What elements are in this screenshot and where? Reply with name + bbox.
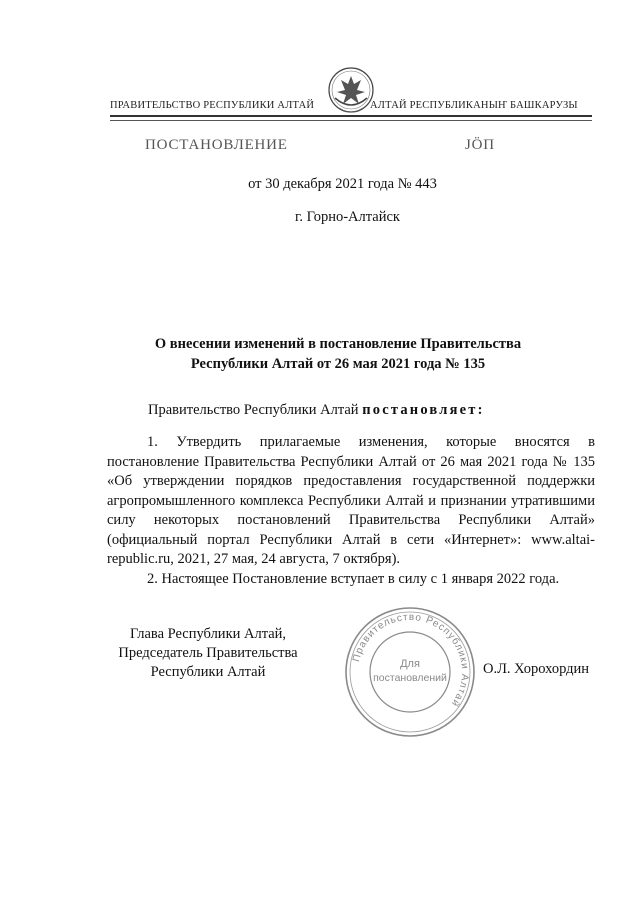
paragraph-1: 1. Утвердить прилагаемые изменения, которые вносятся в постановление Правительства Республики Алтай от 26 мая 2021 года № 135 «Об утверждении порядков предоставления государственной поддержки агропромышленного комплекса Республики Алтай и признании утратившими силу некоторых постановлений Правительства Республики Алтай» (официальный портал Республики Алтай в сети «Интернет»: www.altai-republic.ru, 2021, 27 мая, 24 августа, 7 октября).	[107, 434, 595, 567]
position-line-3: Республики Алтай	[150, 664, 266, 680]
document-body	[107, 433, 595, 589]
stamp-center-line-2: постановлений	[373, 672, 447, 684]
stamp-ring-text: Правительство Республики Алтай	[351, 611, 471, 709]
header-right-text: АЛТАЙ РЕСПУБЛИКАНЫҤ БАШКАРУЗЫ	[370, 100, 578, 111]
coat-of-arms-emblem	[325, 64, 377, 120]
document-city: г. Горно-Алтайск	[295, 209, 400, 225]
header-left-text: ПРАВИТЕЛЬСТВО РЕСПУБЛИКИ АЛТАЙ	[110, 100, 315, 111]
document-date-number: от 30 декабря 2021 года № 443	[248, 176, 437, 192]
intro-line	[148, 402, 485, 419]
paragraph-2: 2. Настоящее Постановление вступает в силу с 1 января 2022 года.	[147, 570, 560, 587]
position-line-2: Председатель Правительства	[118, 645, 298, 661]
official-stamp	[343, 605, 477, 739]
header-rule-thick	[110, 115, 592, 117]
intro-subject: Правительство Республики Алтай	[148, 402, 363, 418]
stamp-center-line-1: Для	[400, 658, 420, 670]
doc-type-altai: ЈӦП	[465, 137, 495, 153]
intro-verb: постановляет:	[362, 402, 485, 418]
doc-type-russian: ПОСТАНОВЛЕНИЕ	[145, 137, 288, 153]
signatory-name: О.Л. Хорохордин	[483, 661, 590, 677]
signatory-position	[108, 625, 308, 682]
document-title: О внесении изменений в постановление Правительства Республики Алтай от 26 мая 2021 года № 135	[154, 336, 522, 372]
position-line-1: Глава Республики Алтай,	[129, 626, 287, 642]
header-rule-thin	[110, 120, 592, 121]
